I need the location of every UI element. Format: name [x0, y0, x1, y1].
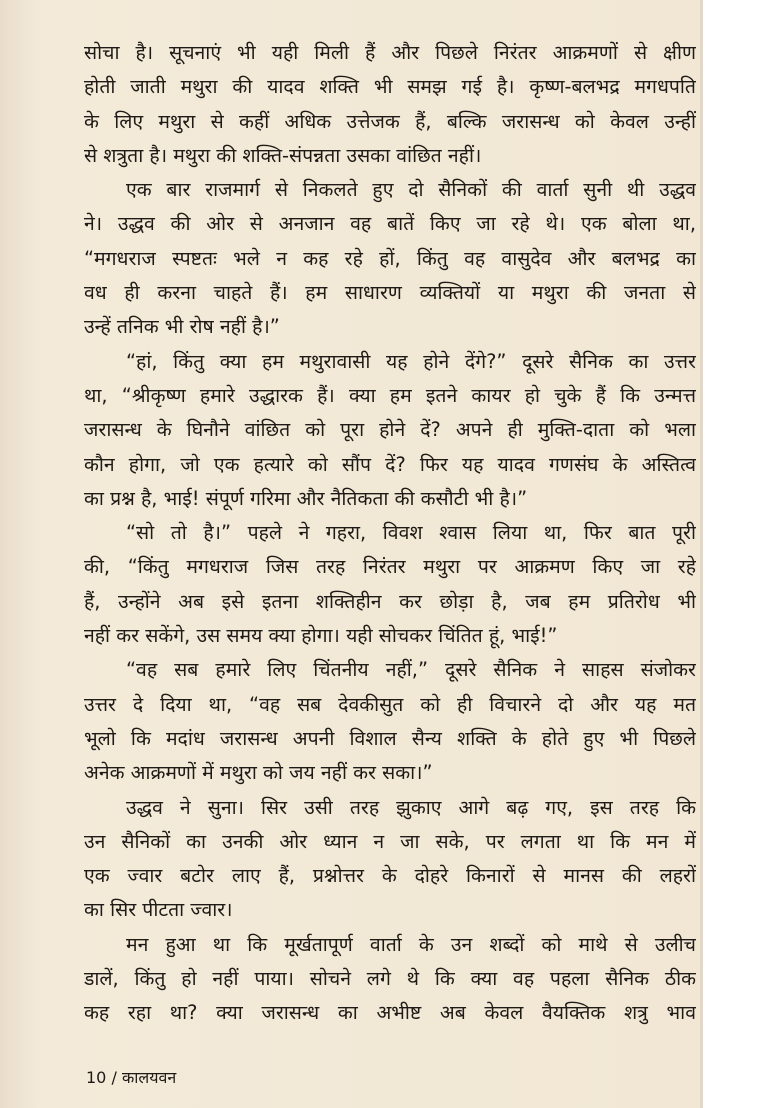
- page-number: 10: [86, 1068, 107, 1087]
- text-line: “मगधराज स्पष्टतः भले न कह रहे हों, किंतु वह वासुदेव और बलभद्र का: [84, 246, 696, 270]
- text-line: का सिर पीटता ज्वार।: [84, 898, 233, 922]
- text-line: “वह सब हमारे लिए चिंतनीय नहीं,” दूसरे सैनिक ने साहस संजोकर: [126, 658, 696, 682]
- paragraph: [84, 173, 696, 344]
- text-line: उन्हें तनिक भी रोष नहीं है।”: [84, 315, 280, 339]
- page-edge-shadow: [700, 0, 703, 1108]
- text-line: जरासन्ध के घिनौने वांछित को पूरा होने दें? अपने ही मुक्ति-दाता को भला: [84, 418, 696, 442]
- page-footer: [86, 1066, 176, 1088]
- text-line: वध ही करना चाहते हैं। हम साधारण व्यक्तियों या मथुरा की जनता से: [84, 281, 696, 305]
- text-line: भूलो कि मदांध जरासन्ध अपनी विशाल सैन्य शक्ति के होते हुए भी पिछले: [84, 726, 696, 750]
- text-line: “सो तो है।” पहले ने गहरा, विवश श्वास लिया था, फिर बात पूरी: [126, 521, 696, 545]
- text-line: से शत्रुता है। मथुरा की शक्ति-संपन्नता उसका वांछित नहीं।: [84, 143, 482, 167]
- text-line: मन हुआ था कि मूर्खतापूर्ण वार्ता के उन शब्दों को माथे से उलीच: [126, 932, 696, 956]
- footer-separator: /: [111, 1068, 117, 1087]
- text-line: था, “श्रीकृष्ण हमारे उद्धारक हैं। क्या हम इतने कायर हो चुके हैं कि उन्मत्त: [84, 383, 696, 407]
- text-line: कह रहा था? क्या जरासन्ध का अभीष्ट अब केवल वैयक्तिक शत्रु भाव: [84, 1001, 696, 1025]
- text-line: हैं, उन्होंने अब इसे इतना शक्तिहीन कर छोड़ा है, जब हम प्रतिरोध भी: [84, 589, 696, 613]
- text-line: सोचा है। सूचनाएं भी यही मिली हैं और पिछले निरंतर आक्रमणों से क्षीण: [84, 41, 696, 64]
- paragraph: [84, 928, 696, 1031]
- paragraph: [84, 653, 696, 790]
- paragraph: [84, 791, 696, 928]
- paragraph: [84, 516, 696, 653]
- book-title: कालयवन: [121, 1068, 177, 1087]
- paragraph: [84, 36, 696, 173]
- text-line: होती जाती मथुरा की यादव शक्ति भी समझ गई है। कृष्ण-बलभद्र मगधपति: [84, 75, 696, 99]
- text-line: का प्रश्न है, भाई! संपूर्ण गरिमा और नैतिकता की कसौटी भी है।”: [84, 486, 528, 510]
- text-line: डालें, किंतु हो नहीं पाया। सोचने लगे थे कि क्या वह पहला सैनिक ठीक: [84, 967, 696, 991]
- text-line: ने। उद्धव की ओर से अनजान वह बातें किए जा रहे थे। एक बोला था,: [84, 212, 696, 236]
- paragraph: [84, 345, 696, 516]
- text-line: एक बार राजमार्ग से निकलते हुए दो सैनिकों की वार्ता सुनी थी उद्धव: [126, 178, 696, 202]
- text-line: कौन होगा, जो एक हत्यारे को सौंप दें? फिर यह यादव गणसंघ के अस्तित्व: [84, 452, 696, 476]
- text-line: “हां, किंतु क्या हम मथुरावासी यह होने देंगे?” दूसरे सैनिक का उत्तर: [126, 349, 696, 373]
- text-line: उद्धव ने सुना। सिर उसी तरह झुकाए आगे बढ़ गए, इस तरह कि: [126, 795, 696, 819]
- text-line: उन सैनिकों का उनकी ओर ध्यान न जा सके, पर लगता था कि मन में: [84, 829, 696, 853]
- text-line: अनेक आक्रमणों में मथुरा को जय नहीं कर सका।”: [84, 761, 433, 785]
- text-line: उत्तर दे दिया था, “वह सब देवकीसुत को ही विचारने दो और यह मत: [84, 692, 696, 716]
- text-line: की, “किंतु मगधराज जिस तरह निरंतर मथुरा पर आक्रमण किए जा रहे: [84, 555, 696, 579]
- text-line: नहीं कर सकेंगे, उस समय क्या होगा। यही सोचकर चिंतित हूं, भाई!”: [84, 624, 558, 648]
- text-line: के लिए मथुरा से कहीं अधिक उत्तेजक हैं, बल्कि जरासन्ध को केवल उन्हीं: [84, 109, 696, 133]
- text-line: एक ज्वार बटोर लाए हैं, प्रश्नोत्तर के दोहरे किनारों से मानस की लहरों: [84, 864, 696, 888]
- body-text: [84, 36, 696, 1031]
